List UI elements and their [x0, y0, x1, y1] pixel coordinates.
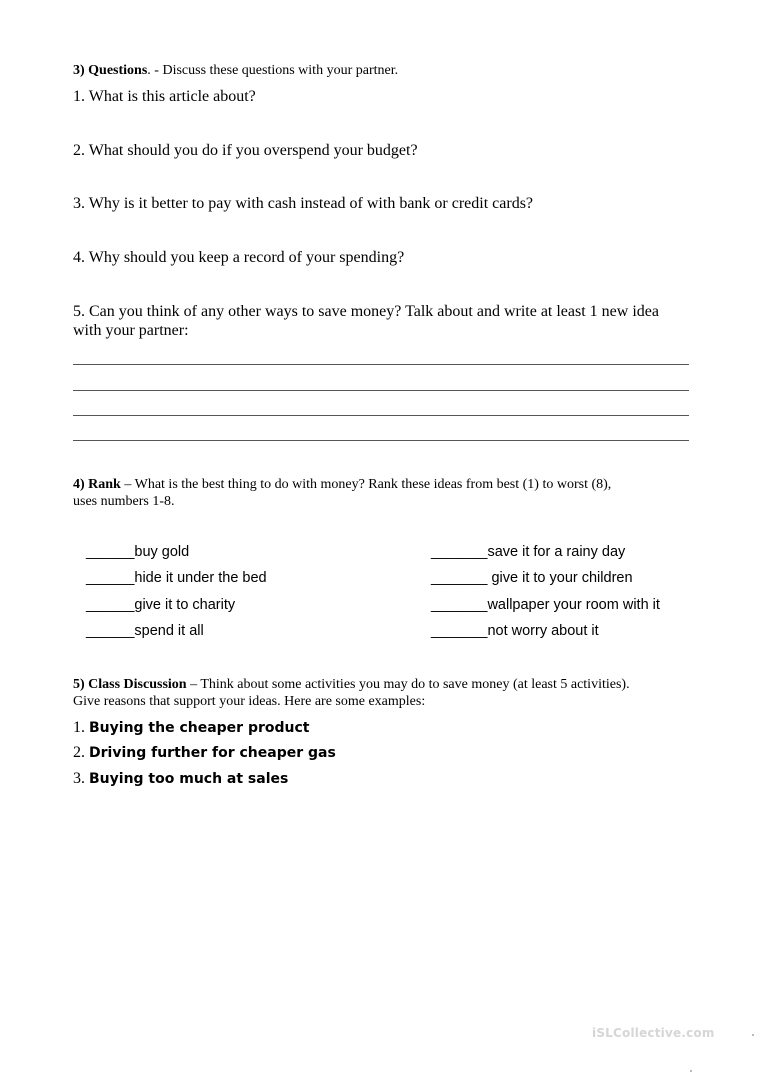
rank-item-spend-it-all[interactable]: ______spend it all — [86, 623, 204, 639]
section5-heading — [73, 677, 630, 693]
question-5-line1: 5. Can you think of any other ways to save money? Talk about and write at least 1 new idea — [73, 303, 659, 320]
example-1-text: Buying the cheaper product — [89, 720, 310, 736]
section3-heading — [73, 63, 398, 79]
rank-item-give-to-children[interactable]: _______ give it to your children — [431, 570, 633, 586]
section3-heading-label: 3) Questions — [73, 63, 148, 78]
rank-item-wallpaper-room[interactable]: _______wallpaper your room with it — [431, 597, 660, 613]
section5-heading-line2: Give reasons that support your ideas. Here are some examples: — [73, 694, 426, 709]
section3-heading-instruction: . - Discuss these questions with your partner. — [147, 63, 399, 78]
question-5-line2: with your partner: — [73, 322, 189, 339]
watermark-logo: iSLCollective.com — [592, 1026, 715, 1040]
example-2-number: 2. — [73, 744, 89, 761]
question-1: 1. What is this article about? — [73, 88, 256, 105]
section4-heading-instruction: – What is the best thing to do with money? Rank these ideas from best (1) to worst (8), — [120, 477, 612, 492]
corner-dot — [690, 1070, 692, 1072]
section4-heading — [73, 477, 611, 493]
rank-item-not-worry[interactable]: _______not worry about it — [431, 623, 599, 639]
example-1 — [73, 719, 309, 737]
section5-heading-label: 5) Class Discussion — [73, 677, 187, 692]
question-4: 4. Why should you keep a record of your spending? — [73, 249, 405, 266]
answer-line-1[interactable] — [73, 364, 689, 365]
corner-dot — [752, 1034, 754, 1036]
section4-heading-label: 4) Rank — [73, 477, 121, 492]
question-2: 2. What should you do if you overspend your budget? — [73, 142, 418, 159]
example-2-text: Driving further for cheaper gas — [89, 745, 336, 761]
example-3 — [73, 770, 288, 788]
example-2 — [73, 744, 336, 762]
section5-heading-instruction: – Think about some activities you may do to save money (at least 5 activities). — [186, 677, 630, 692]
rank-item-hide-under-bed[interactable]: ______hide it under the bed — [86, 570, 267, 586]
answer-line-2[interactable] — [73, 390, 689, 391]
example-1-number: 1. — [73, 719, 89, 736]
rank-item-buy-gold[interactable]: ______buy gold — [86, 544, 190, 560]
rank-item-save-rainy-day[interactable]: _______save it for a rainy day — [431, 544, 626, 560]
answer-line-4[interactable] — [73, 440, 689, 441]
section4-heading-line2: uses numbers 1-8. — [73, 494, 175, 509]
example-3-text: Buying too much at sales — [89, 771, 289, 787]
answer-line-3[interactable] — [73, 415, 689, 416]
rank-item-give-to-charity[interactable]: ______give it to charity — [86, 597, 236, 613]
question-3: 3. Why is it better to pay with cash instead of with bank or credit cards? — [73, 195, 534, 212]
example-3-number: 3. — [73, 770, 89, 787]
